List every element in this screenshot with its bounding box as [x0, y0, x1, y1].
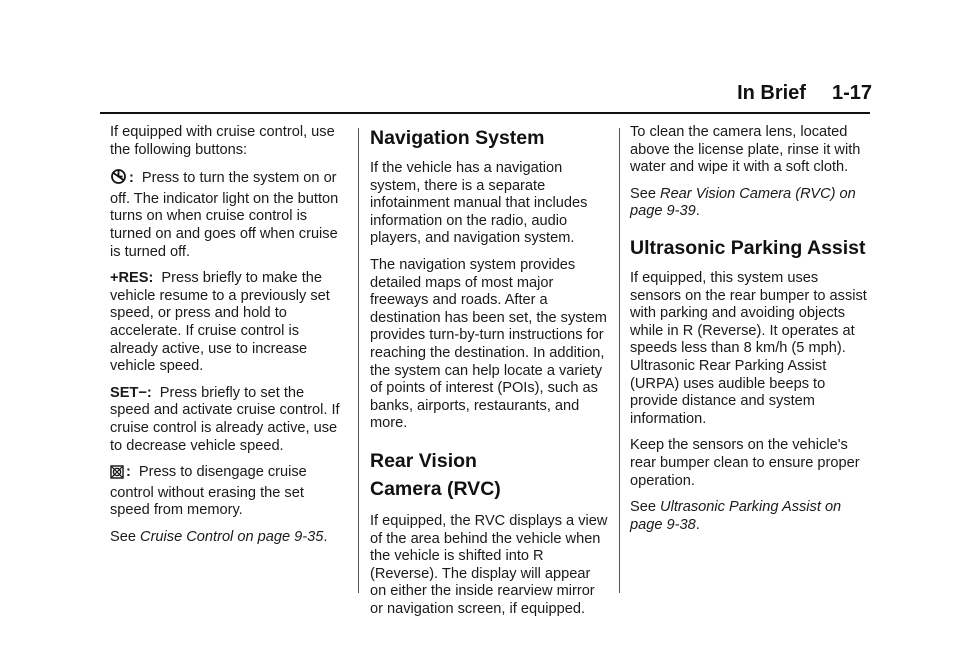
- cruise-cancel-item: [110, 464, 346, 520]
- navigation-paragraph-1: If the vehicle has a navigation system, there is a separate infotainment manual that includes information on the radio, audio players, and navigation system.: [370, 160, 588, 247]
- cruise-cancel-sep: :: [126, 464, 131, 481]
- cruise-intro: If equipped with cruise control, use the following buttons:: [110, 124, 335, 158]
- cruise-res-item: [110, 270, 346, 376]
- parking-assist-heading: Ultrasonic Parking Assist: [630, 236, 866, 259]
- cancel-text: Press to disengage cruise control without erasing the set speed from memory.: [110, 464, 307, 519]
- column-middle: [370, 124, 610, 627]
- cruise-control-reference: Cruise Control on page 9-35: [140, 528, 324, 545]
- header-rule: [100, 112, 870, 114]
- column-divider: [619, 128, 620, 593]
- set-term: SET−:: [110, 384, 152, 401]
- column-divider: [358, 128, 359, 593]
- cruise-on-off-item: [110, 168, 346, 261]
- parking-assist-paragraph-1: If equipped, this system uses sensors on the rear bumper to assist with parking and avoiding objects while in R (Reverse). It operates at speeds less than 8 km/h (5 mph). Ultrasonic Rear Parking Assist (URPA) uses audible beeps to provide distance and system information.: [630, 269, 867, 427]
- section-title: In Brief: [737, 82, 806, 104]
- cruise-on-off-text: Press to turn the system on or off. The indicator light on the button turns on when cruise control is turned on and goes off when cruise is turned off.: [110, 170, 339, 260]
- cruise-on-off-sep: :: [129, 170, 134, 187]
- column-left: [110, 124, 346, 555]
- set-text: Press briefly to set the speed and activate cruise control. If cruise control is already active, use to decrease vehicle speed.: [110, 384, 340, 454]
- cruise-see-also: See Cruise Control on page 9-35.: [110, 528, 328, 545]
- rvc-heading: Rear Vision Camera (RVC): [370, 449, 501, 500]
- cruise-set-item: [110, 385, 346, 455]
- rvc-see-also: See Rear Vision Camera (RVC) on page 9-39.: [630, 185, 856, 220]
- rvc-paragraph-1: If equipped, the RVC displays a view of the area behind the vehicle when the vehicle is shifted into R (Reverse). The display will appear on either the inside rearview mirror or navigation screen, if equipped.: [370, 512, 608, 617]
- parking-assist-reference: Ultrasonic Parking Assist on page 9-38: [630, 499, 842, 533]
- navigation-heading: Navigation System: [370, 127, 545, 149]
- page-number: 1-17: [831, 82, 872, 104]
- page-header: [737, 82, 872, 105]
- camera-clean-paragraph: To clean the camera lens, located above the license plate, rinse it with water and wipe it with a soft cloth.: [630, 124, 861, 176]
- navigation-paragraph-2: The navigation system provides detailed maps of most major freeways and roads. After a destination has been set, the system provides turn-by-turn instructions for reaching the destination. In addition, the system can help locate a variety of points of interest (POIs), such as banks, airports, restaurants, and more.: [370, 256, 607, 432]
- rvc-reference: Rear Vision Camera (RVC) on page 9-39: [630, 185, 856, 220]
- cruise-cancel-icon: [110, 465, 124, 485]
- cruise-on-off-icon: [110, 168, 127, 191]
- parking-assist-paragraph-2: Keep the sensors on the vehicle's rear bumper clean to ensure proper operation.: [630, 437, 860, 489]
- column-right: [630, 124, 870, 543]
- res-term: +RES:: [110, 270, 154, 287]
- parking-assist-see-also: See Ultrasonic Parking Assist on page 9-38.: [630, 499, 842, 533]
- res-text: Press briefly to make the vehicle resume to a previously set speed, or press and hold to accelerate. If cruise control is already active, use to increase vehicle speed.: [110, 270, 330, 375]
